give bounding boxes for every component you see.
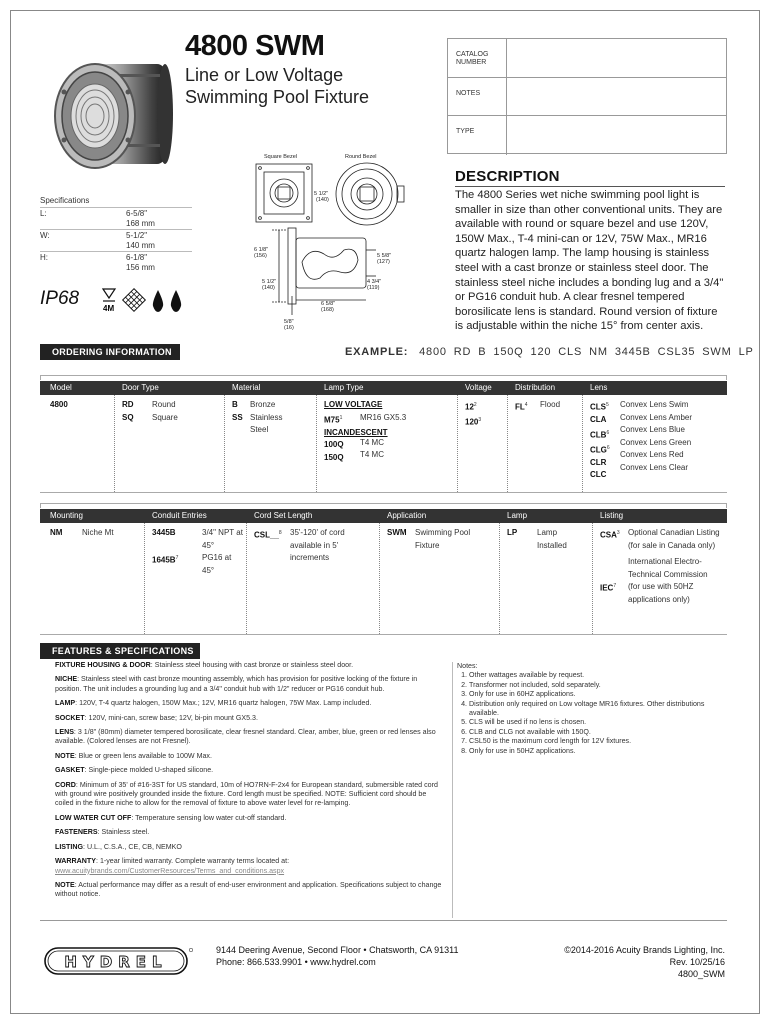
svg-text:5 1/2": 5 1/2" bbox=[314, 191, 329, 197]
cord-option: CSL__$^8$ bbox=[254, 530, 282, 540]
copyright-line: ©2014-2016 Acuity Brands Lighting, Inc. bbox=[564, 945, 725, 955]
note-item: 7. CSL50 is the maximum cord length for 12V fixtures. bbox=[469, 737, 727, 746]
svg-text:6 1/8": 6 1/8" bbox=[254, 247, 269, 253]
feature-item: NOTE: Actual performance may differ as a result of end-user environment and application. Specifications subject to change without notice. bbox=[55, 880, 442, 899]
spec-key: H: bbox=[40, 253, 48, 262]
warranty-link[interactable]: www.acuitybrands.com/CustomerResources/Terms_and_conditions.aspx bbox=[55, 866, 285, 875]
footer-copyright bbox=[500, 944, 725, 980]
feature-item: LAMP: 120V, T-4 quartz halogen, 150W Max.; 12V, MR16 quartz halogen, 75W Max. Lamp included. bbox=[55, 699, 372, 708]
spec-row-width bbox=[40, 229, 192, 240]
address-line: 9144 Deering Avenue, Second Floor • Chatsworth, CA 91311 bbox=[216, 945, 459, 955]
revision-line: Rev. 10/25/16 bbox=[669, 957, 725, 967]
notes-heading: Notes: bbox=[457, 662, 478, 670]
type-row bbox=[448, 116, 726, 155]
svg-text:5/8": 5/8" bbox=[284, 319, 294, 325]
svg-text:5 1/2": 5 1/2" bbox=[262, 279, 277, 285]
ordering-table-2 bbox=[40, 509, 727, 635]
water-drop-icon bbox=[153, 290, 163, 312]
spec-metric: 156 mm bbox=[126, 263, 155, 272]
listing-options: CSA$^3$ IEC$^7$ bbox=[600, 530, 620, 593]
spec-row-width-metric bbox=[40, 240, 192, 251]
description-heading: DESCRIPTION bbox=[455, 168, 560, 185]
table-body: NM Niche Mt 3445B $1645B^7$ 3/4" NPT at 45° PG16 at 45° CSL__$^8$ 35'-120' of cord available in 5' increments SWM Swimming Pool Fixture LP Lamp Installed CSA$^3$ IEC$^7$ Optional Canadian Listing (for sale in Canada only) International Electro-Technical Commission (for use with 50HZ applications only) bbox=[40, 523, 727, 635]
svg-text:(16): (16) bbox=[284, 325, 294, 331]
features-list bbox=[55, 661, 445, 905]
note-item: 3. Only for use in 60HZ applications. bbox=[469, 690, 727, 699]
ordering-heading: ORDERING INFORMATION bbox=[40, 344, 180, 360]
svg-text:(119): (119) bbox=[367, 285, 380, 291]
feature-item: FIXTURE HOUSING & DOOR: Stainless steel housing with cast bronze or stainless steel door. bbox=[55, 661, 354, 669]
lens-options: CLS$^5$ CLA CLB$^6$ CLG$^6$ CLR CLC bbox=[590, 402, 610, 480]
feature-item: NOTE: Blue or green lens available to 100W Max. bbox=[55, 751, 212, 760]
spec-row-height-metric bbox=[40, 262, 192, 273]
lamp-type-options: LOW VOLTAGE $M75^1$ INCANDESCENT 100Q 150Q bbox=[324, 400, 388, 462]
specifications-heading: Specifications bbox=[40, 196, 90, 205]
note-item: 1. Other wattages available by request. bbox=[469, 671, 727, 680]
svg-text:4 3/4": 4 3/4" bbox=[367, 279, 382, 285]
certification-icons bbox=[102, 286, 192, 314]
svg-text:(127): (127) bbox=[377, 259, 390, 265]
logo-text: HYDREL bbox=[64, 953, 168, 971]
spec-value: 6-5/8" bbox=[126, 209, 148, 218]
features-heading: FEATURES & SPECIFICATIONS bbox=[40, 643, 200, 659]
table-header: Mounting Conduit Entries Cord Set Length Application Lamp Listing bbox=[40, 509, 727, 523]
note-item: 4. Distribution only required on Low voltage MR16 fixtures. Other distributions available. bbox=[469, 700, 727, 719]
type-label: TYPE bbox=[456, 128, 475, 136]
feature-item: LOW WATER CUT OFF: Temperature sensing low water cut-off standard. bbox=[55, 813, 287, 822]
specifications bbox=[40, 196, 192, 273]
notes-row bbox=[448, 78, 726, 117]
doc-code: 4800_SWM bbox=[677, 969, 725, 979]
feature-item: SOCKET: 120V, mini-can, screw base; 12V, bi-pin mount GX5.3. bbox=[55, 713, 258, 722]
table-header: Model Door Type Material Lamp Type Voltage Distribution Lens bbox=[40, 381, 727, 395]
spec-key: W: bbox=[40, 231, 50, 240]
description-rule bbox=[455, 186, 725, 187]
spec-value: 5-1/2" bbox=[126, 231, 148, 240]
product-photo bbox=[40, 52, 180, 182]
spec-row-length-metric bbox=[40, 218, 192, 229]
conduit-options: 3445B $1645B^7$ bbox=[152, 528, 179, 565]
feature-item: WARRANTY: 1-year limited warranty. Complete warranty terms located at: www.acuitybrands.com/CustomerResources/Terms_and_conditions.aspx bbox=[55, 857, 290, 875]
mounting-option: NM bbox=[50, 528, 63, 537]
svg-text:(140): (140) bbox=[316, 197, 329, 203]
contact-line: Phone: 866.533.9901 • www.hydrel.com bbox=[216, 957, 376, 967]
svg-text:(140): (140) bbox=[262, 285, 275, 291]
square-bezel-drawing bbox=[256, 164, 312, 222]
notes-divider bbox=[452, 662, 453, 918]
door-options: RD SQ bbox=[122, 400, 134, 422]
lamp-option: LP bbox=[507, 528, 518, 537]
notes-list bbox=[457, 662, 727, 756]
feature-item: LISTING: U.L., C.S.A., CE, CB, NEMKO bbox=[55, 842, 182, 851]
product-subtitle: Line or Low Voltage Swimming Pool Fixture bbox=[185, 65, 370, 107]
feature-item: CORD: Minimum of 35' of #16-3ST for US standard, 10m of HO7RN-F-2x4 for European standard, submersible rated cord with ground wire positively grounded inside the fixture. Cord length must be specified. NOTE: Sufficient cord should be coiled in the fixture niche to allow for the removal of fixture to above water level for re-lamping. bbox=[55, 780, 438, 808]
model-code: 4800 bbox=[50, 400, 68, 409]
description-text: The 4800 Series wet niche swimming pool light is smaller in size than other conventional units. They are available with round or square bezel and use 120V, 150W Max., T-4 mini-can or 12V, 75W Max., MR16 quartz halogen lamp. The lamp housing is stainless steel with a cast bronze or stainless steel door. The stainless steel niche includes a bonding lug and a 3/4" or PG16 conduit hub. A clear fresnel tempered borosilicate lens is standard. Round version of fixture is adjustable within the niche 15° from center axis. bbox=[455, 189, 724, 333]
ip-rating: IP68 bbox=[40, 288, 80, 309]
catalog-number-row bbox=[448, 39, 726, 78]
hydrel-logo bbox=[44, 946, 194, 976]
svg-text:5 5/8": 5 5/8" bbox=[377, 253, 392, 259]
water-drop-icon bbox=[171, 290, 181, 312]
voltage-options: $12^2$ $120^3$ bbox=[465, 402, 482, 427]
application-option: SWM bbox=[387, 528, 407, 537]
catalog-number-field[interactable] bbox=[506, 39, 726, 77]
product-title: 4800 SWM bbox=[185, 30, 325, 62]
dust-tight-icon bbox=[123, 289, 146, 312]
spec-value: 6-1/8" bbox=[126, 253, 148, 262]
note-item: 6. CLB and CLG not available with 150Q. bbox=[469, 728, 727, 737]
feature-item: NICHE: Stainless steel with cast bronze mounting assembly, which has provision for positive locking of the fixture in position. The unit includes a grounding lug and a 3/4" conduit hub with 1/2" reducer or PG16 conduit hub. bbox=[55, 675, 418, 693]
ordering-table-1 bbox=[40, 381, 727, 493]
note-item: 5. CLS will be used if no lens is chosen. bbox=[469, 718, 727, 727]
example-line: EXAMPLE: 4800 RD B 150Q 120 CLS NM 3445B CSL35 SWM LP bbox=[345, 346, 754, 358]
feature-item: LENS: 3 1/8" (80mm) diameter tempered borosilicate, clear fresnel standard. Clear, amber, blue, green or red lenses also available. (Colored lenses are not Fresnel). bbox=[55, 728, 436, 746]
spec-row-height bbox=[40, 251, 192, 262]
distribution-options: $FL^4$ bbox=[515, 402, 528, 412]
footer-rule bbox=[40, 920, 727, 921]
svg-text:(168): (168) bbox=[321, 307, 334, 313]
depth-mark: 4M bbox=[103, 304, 115, 313]
feature-item: FASTENERS: Stainless steel. bbox=[55, 828, 150, 837]
spec-metric: 168 mm bbox=[126, 219, 155, 228]
round-bezel-drawing bbox=[336, 163, 404, 225]
example-label: EXAMPLE: bbox=[345, 346, 409, 358]
spec-metric: 140 mm bbox=[126, 241, 155, 250]
table-body: 4800 RD SQ Round Square B SS Bronze Stainless Steel LOW VOLTAGE $M75^1$ INCANDESCENT 100Q 150Q MR16 GX5.3 T4 MC T4 MC $12^2$ $120^3$ $FL^4$ Flood CLS$^5$ CLA CLB$^6$ CLG$^6$ CLR CLC Convex Lens Swim Convex Lens Amber Convex Lens Blue Convex Lens Green Convex Lens Red Convex Lens Clear bbox=[40, 395, 727, 493]
svg-text:6 5/8": 6 5/8" bbox=[321, 301, 336, 307]
dimension-drawings bbox=[232, 150, 452, 345]
notes-label: NOTES bbox=[456, 89, 481, 97]
type-field[interactable] bbox=[506, 116, 726, 155]
svg-text:(156): (156) bbox=[254, 253, 267, 259]
catalog-number-label: CATALOG NUMBER bbox=[456, 51, 489, 66]
notes-field[interactable] bbox=[506, 78, 726, 116]
note-item: 8. Only for use in 50HZ applications. bbox=[469, 747, 727, 756]
submersion-depth-icon bbox=[103, 289, 115, 313]
spec-row-length bbox=[40, 207, 192, 218]
note-item: 2. Transformer not included, sold separately. bbox=[469, 681, 727, 690]
round-bezel-label: Round Bezel bbox=[345, 154, 377, 160]
material-options: B SS bbox=[232, 400, 243, 422]
square-bezel-label: Square Bezel bbox=[264, 154, 298, 160]
spec-key: L: bbox=[40, 209, 47, 218]
footer-address bbox=[216, 944, 458, 968]
feature-item: GASKET: Single-piece molded U-shaped silicone. bbox=[55, 766, 214, 775]
catalog-box bbox=[447, 38, 727, 154]
